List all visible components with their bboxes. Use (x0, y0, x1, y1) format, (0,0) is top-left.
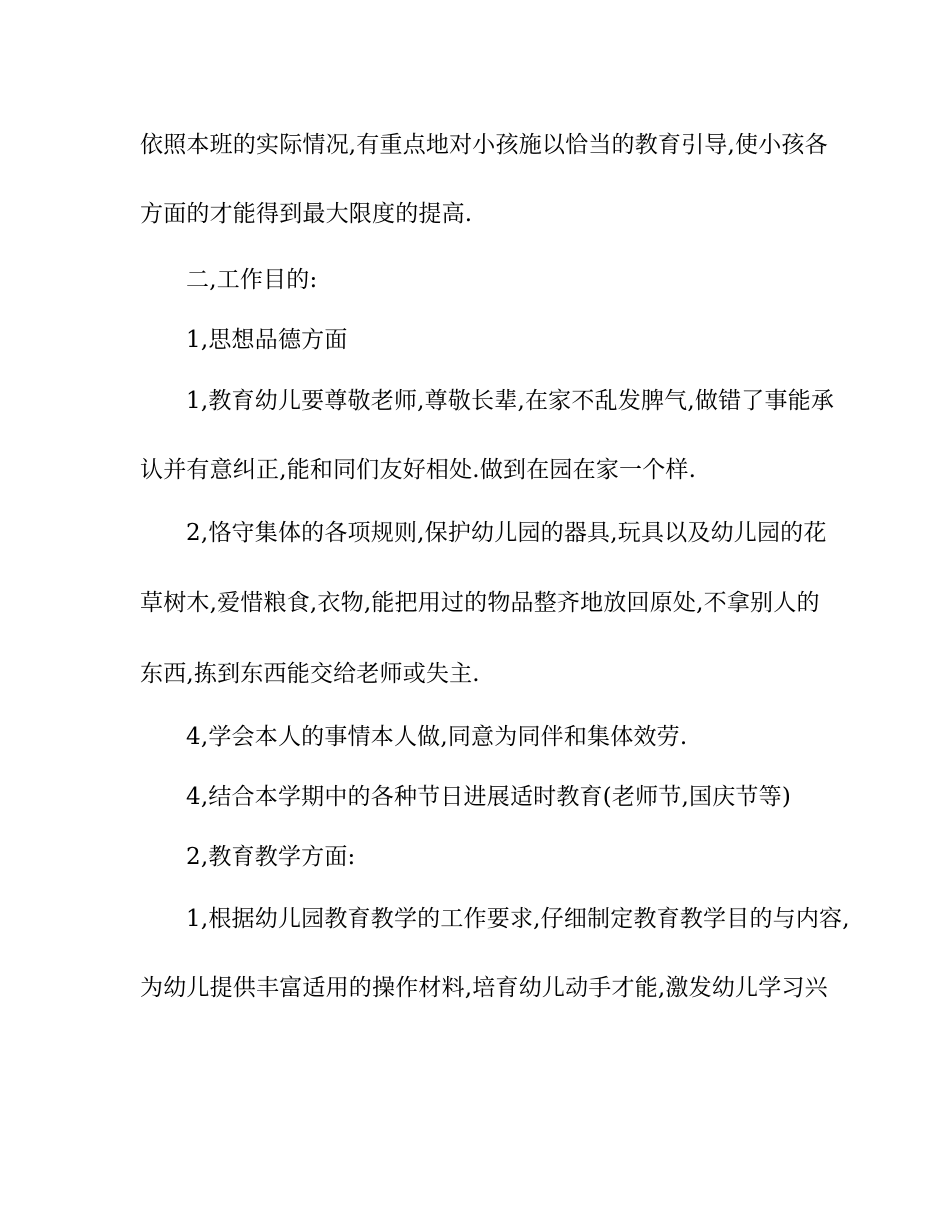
paragraph-line-8: 4,学会本人的事情本人做,同意为同伴和集体效劳. (186, 724, 688, 750)
subsection-heading-moral: 1,思想品德方面 (186, 327, 348, 353)
paragraph-line-7: 东西,拣到东西能交给老师或失主. (140, 661, 480, 687)
paragraph-line-4: 认并有意纠正,能和同们友好相处.做到在园在家一个样. (140, 457, 697, 483)
subsection-heading-teaching: 2,教育教学方面: (186, 844, 356, 870)
section-heading-work-goals: 二,工作目的: (186, 267, 318, 293)
paragraph-line-3: 1,教育幼儿要尊敬老师,尊敬长辈,在家不乱发脾气,做错了事能承 (186, 388, 835, 414)
paragraph-line-9: 4,结合本学期中的各种节日进展适时教育(老师节,国庆节等) (186, 784, 792, 810)
paragraph-line-2: 方面的才能得到最大限度的提高. (140, 201, 473, 227)
paragraph-line-11: 为幼儿提供丰富适用的操作材料,培育幼儿动手才能,激发幼儿学习兴 (140, 975, 828, 1001)
paragraph-line-6: 草树木,爱惜粮食,衣物,能把用过的物品整齐地放回原处,不拿别人的 (140, 590, 820, 616)
paragraph-line-1: 依照本班的实际情况,有重点地对小孩施以恰当的教育引导,使小孩各 (140, 132, 828, 158)
paragraph-line-10: 1,根据幼儿园教育教学的工作要求,仔细制定教育教学目的与内容, (186, 906, 850, 932)
paragraph-line-5: 2,恪守集体的各项规则,保护幼儿园的器具,玩具以及幼儿园的花 (186, 520, 827, 546)
